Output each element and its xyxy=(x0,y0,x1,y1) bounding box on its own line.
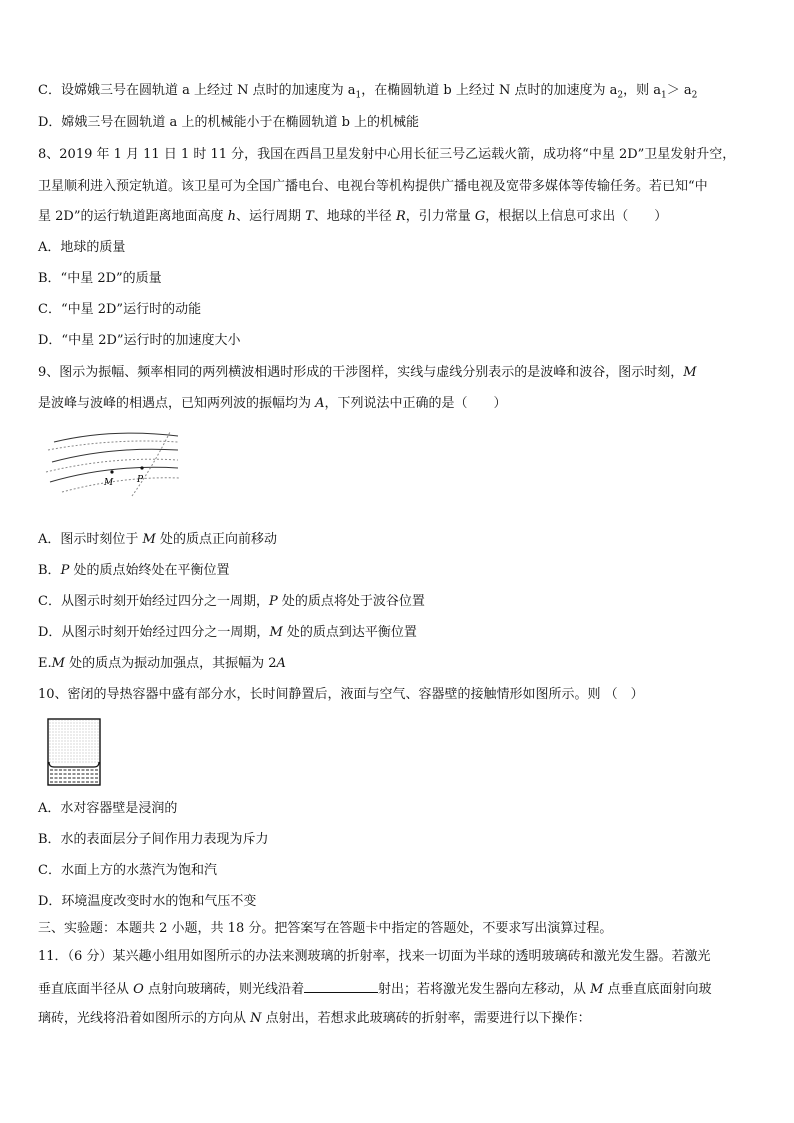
text: A．图示时刻位于 xyxy=(38,532,143,547)
subscript: 2 xyxy=(617,90,624,101)
text: E. xyxy=(38,656,52,671)
text: 处的质点将处于波谷位置 xyxy=(277,594,425,609)
subscript: 2 xyxy=(691,90,698,101)
text: B． xyxy=(38,563,61,578)
text: 点射出，若想求此玻璃砖的折射率，需要进行以下操作： xyxy=(261,1011,591,1026)
var-m: M xyxy=(51,656,65,671)
q11-stem-line2 xyxy=(38,979,712,999)
text: D．从图示时刻开始经过四分之一周期， xyxy=(38,625,270,640)
q8-stem-line3 xyxy=(38,208,667,226)
var-r: R xyxy=(395,209,406,224)
q11-stem-line3 xyxy=(38,1010,591,1028)
text: 、地球的半径 xyxy=(313,209,396,224)
q9-option-c xyxy=(38,593,425,611)
var-o: O xyxy=(133,982,144,997)
container-figure xyxy=(46,716,102,788)
q8-option-d: D．“中星 2D”运行时的加速度大小 xyxy=(38,333,241,348)
q9-stem-line2 xyxy=(38,395,507,413)
q9-option-d xyxy=(38,624,417,642)
var-n: N xyxy=(250,1011,262,1026)
text: 点垂直底面射向玻 xyxy=(603,982,712,997)
var-m: M xyxy=(269,625,283,640)
text: 处的质点到达平衡位置 xyxy=(282,625,417,640)
text: 点射向玻璃砖，则光线沿着 xyxy=(143,982,304,997)
text: 星 2D”的运行轨道距离地面高度 xyxy=(38,209,228,224)
label-p: P xyxy=(137,475,144,485)
q8-stem-line1: 8、2019 年 1 月 11 日 1 时 11 分，我国在西昌卫星发射中心用长征三号乙运载火箭，成功将“中星 2D”卫星发射升空， xyxy=(38,147,736,162)
q10-option-b: B．水的表面层分子间作用力表现为斥力 xyxy=(38,832,269,847)
subscript: 1 xyxy=(660,90,667,101)
var-m: M xyxy=(683,365,697,380)
air-region xyxy=(49,720,99,764)
wave-crest-line xyxy=(50,467,178,482)
var-t: T xyxy=(305,209,314,224)
subscript: 1 xyxy=(355,90,362,101)
var-p: P xyxy=(60,563,70,578)
var-a: A xyxy=(276,656,286,671)
q7-option-c-text: ，在椭圆轨道 b 上经过 N 点时的加速度为 a xyxy=(361,83,618,98)
q8-option-a: A．地球的质量 xyxy=(38,240,126,255)
q9-option-e xyxy=(38,655,286,673)
text: 9、图示为振幅、频率相同的两列横波相遇时形成的干涉图样，实线与虚线分别表示的是波峰和波谷，图示时刻， xyxy=(38,365,684,380)
q7-option-d: D．嫦娥三号在圆轨道 a 上的机械能小于在椭圆轨道 b 上的机械能 xyxy=(38,115,420,130)
text: ，下列说法中正确的是（ ） xyxy=(324,396,507,411)
var-a: A xyxy=(315,396,325,411)
q10-option-a: A．水对容器壁是浸润的 xyxy=(38,801,178,816)
var-m: M xyxy=(142,532,156,547)
text: 射出；若将激光发生器向左移动，从 xyxy=(377,982,591,997)
wave-crest-line xyxy=(52,449,178,462)
text: 璃砖，光线将沿着如图所示的方向从 xyxy=(38,1011,251,1026)
point-p xyxy=(140,466,143,469)
text: 处的质点正向前移动 xyxy=(155,532,277,547)
var-m: M xyxy=(590,982,604,997)
var-p: P xyxy=(268,594,278,609)
q7-option-c-text: ，则 a xyxy=(623,83,661,98)
var-g: G xyxy=(474,209,486,224)
wave-trough-line xyxy=(48,441,178,450)
q10-option-c: C．水面上方的水蒸汽为饱和汽 xyxy=(38,863,217,878)
q8-option-c: C．“中星 2D”运行时的动能 xyxy=(38,302,202,317)
q9-stem-line1 xyxy=(38,364,697,382)
text: 垂直底面半径从 xyxy=(38,982,134,997)
var-h: h xyxy=(227,209,236,224)
interference-pattern-figure xyxy=(42,428,182,500)
wave-crest-line xyxy=(54,433,178,442)
q8-option-b: B．“中星 2D”的质量 xyxy=(38,271,162,286)
text: 处的质点为振动加强点，其振幅为 2 xyxy=(64,656,277,671)
text: 、运行周期 xyxy=(235,209,306,224)
text: ，引力常量 xyxy=(405,209,475,224)
q8-stem-line2: 卫星顺利进入预定轨道。该卫星可为全国广播电台、电视台等机构提供广播电视及宽带多媒体等传输任务。若已知“中 xyxy=(38,179,708,194)
section-3-heading: 三、实验题：本题共 2 小题，共 18 分。把答案写在答题卡中指定的答题处，不要求写出演算过程。 xyxy=(38,921,613,936)
text: C．从图示时刻开始经过四分之一周期， xyxy=(38,594,269,609)
text: ，根据以上信息可求出（ ） xyxy=(485,209,668,224)
q10-stem: 10、密闭的导热容器中盛有部分水，长时间静置后，液面与空气、容器壁的接触情形如图所示。则 （ ） xyxy=(38,687,644,702)
q7-option-c-text: ＞ a xyxy=(666,83,692,98)
answer-blank[interactable] xyxy=(304,979,378,993)
q11-stem-line1: 11．（6 分）某兴趣小组用如图所示的办法来测玻璃的折射率，找来一切面为半球的透明玻璃砖和激光发生器。若激光 xyxy=(38,949,711,964)
text: 是波峰与波峰的相遇点，已知两列波的振幅均为 xyxy=(38,396,316,411)
wave-trough-line xyxy=(62,478,180,492)
q7-option-c-text: C．设嫦娥三号在圆轨道 a 上经过 N 点时的加速度为 a xyxy=(38,83,356,98)
text: 处的质点始终处在平衡位置 xyxy=(69,563,230,578)
q7-option-c xyxy=(38,82,697,105)
q9-option-a xyxy=(38,531,277,549)
q9-option-b xyxy=(38,562,229,580)
point-m xyxy=(110,470,113,473)
label-m: M xyxy=(104,478,114,488)
q10-option-d: D．环境温度改变时水的饱和气压不变 xyxy=(38,894,257,909)
